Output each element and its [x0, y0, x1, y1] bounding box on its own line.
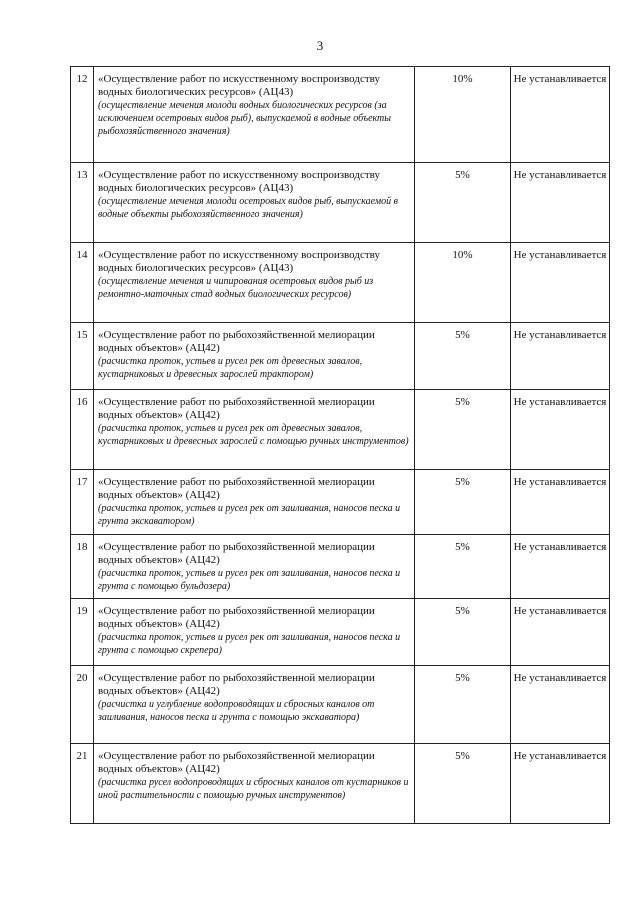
work-title: «Осуществление работ по рыбохозяйственной мелиорации водных объектов» (АЦ42) [98, 541, 375, 566]
row-percent: 5% [415, 163, 511, 243]
row-value: Не устанавливается [511, 744, 610, 824]
work-title: «Осуществление работ по искусственному воспроизводству водных биологических ресурсов» (АЦ43) [98, 169, 380, 194]
table-row [71, 666, 610, 744]
row-value: Не устанавливается [511, 390, 610, 470]
row-percent: 5% [415, 323, 511, 390]
works-table [70, 66, 610, 824]
row-value: Не устанавливается [511, 243, 610, 323]
work-detail: (расчистка проток, устьев и русел рек от заиливания, наносов песка и грунта с помощью бульдозера) [98, 568, 401, 592]
row-value: Не устанавливается [511, 599, 610, 666]
row-percent: 10% [415, 243, 511, 323]
row-number: 12 [71, 67, 94, 163]
row-number: 14 [71, 243, 94, 323]
row-description [94, 599, 415, 666]
work-title: «Осуществление работ по рыбохозяйственной мелиорации водных объектов» (АЦ42) [98, 605, 375, 630]
row-percent: 5% [415, 666, 511, 744]
work-title: «Осуществление работ по рыбохозяйственной мелиорации водных объектов» (АЦ42) [98, 476, 375, 501]
work-detail: (расчистка и углубление водопроводящих и сбросных каналов от заиливания, наносов песка и грунта с помощью экскаватора) [98, 699, 375, 723]
row-percent: 5% [415, 744, 511, 824]
work-detail: (расчистка проток, устьев и русел рек от заиливания, наносов песка и грунта с помощью скрепера) [98, 632, 401, 656]
row-value: Не устанавливается [511, 535, 610, 599]
table-row [71, 390, 610, 470]
row-number: 21 [71, 744, 94, 824]
row-description [94, 666, 415, 744]
work-detail: (осуществление мечения и чипирования осетровых видов рыб из ремонтно-маточных стад водных биологических ресурсов) [98, 276, 374, 300]
row-description [94, 470, 415, 535]
table-row [71, 243, 610, 323]
table-row [71, 163, 610, 243]
row-number: 15 [71, 323, 94, 390]
row-value: Не устанавливается [511, 163, 610, 243]
work-detail: (расчистка проток, устьев и русел рек от заиливания, наносов песка и грунта экскаватором) [98, 503, 401, 527]
row-percent: 5% [415, 599, 511, 666]
work-title: «Осуществление работ по искусственному воспроизводству водных биологических ресурсов» (АЦ43) [98, 249, 380, 274]
work-detail: (расчистка русел водопроводящих и сбросных каналов от кустарников и иной растительности с помощью ручных инструментов) [98, 777, 409, 801]
row-value: Не устанавливается [511, 67, 610, 163]
row-description [94, 323, 415, 390]
row-number: 16 [71, 390, 94, 470]
table-row [71, 744, 610, 824]
row-description [94, 744, 415, 824]
work-detail: (осуществление мечения молоди осетровых видов рыб, выпускаемой в водные объекты рыбохозяйственного значения) [98, 196, 398, 220]
row-value: Не устанавливается [511, 323, 610, 390]
work-detail: (расчистка проток, устьев и русел рек от древесных завалов, кустарниковых и древесных зарослей трактором) [98, 356, 363, 380]
page-number: 3 [316, 38, 324, 53]
table-row [71, 599, 610, 666]
work-title: «Осуществление работ по рыбохозяйственной мелиорации водных объектов» (АЦ42) [98, 396, 375, 421]
row-description [94, 67, 415, 163]
row-percent: 5% [415, 470, 511, 535]
row-value: Не устанавливается [511, 470, 610, 535]
row-number: 13 [71, 163, 94, 243]
work-title: «Осуществление работ по рыбохозяйственной мелиорации водных объектов» (АЦ42) [98, 750, 375, 775]
work-detail: (расчистка проток, устьев и русел рек от древесных завалов, кустарниковых и древесных зарослей с помощью ручных инструментов) [98, 423, 409, 447]
row-number: 20 [71, 666, 94, 744]
work-title: «Осуществление работ по рыбохозяйственной мелиорации водных объектов» (АЦ42) [98, 329, 375, 354]
work-detail: (осуществление мечения молоди водных биологических ресурсов (за исключением осетровых видов рыб), выпускаемой в водные объекты рыбохозяйственного значения) [98, 100, 392, 137]
row-percent: 5% [415, 535, 511, 599]
row-description [94, 535, 415, 599]
table-row [71, 323, 610, 390]
row-percent: 5% [415, 390, 511, 470]
row-number: 19 [71, 599, 94, 666]
work-title: «Осуществление работ по рыбохозяйственной мелиорации водных объектов» (АЦ42) [98, 672, 375, 697]
row-value: Не устанавливается [511, 666, 610, 744]
row-number: 17 [71, 470, 94, 535]
table-row [71, 470, 610, 535]
row-number: 18 [71, 535, 94, 599]
row-description [94, 243, 415, 323]
row-description [94, 163, 415, 243]
row-description [94, 390, 415, 470]
work-title: «Осуществление работ по искусственному воспроизводству водных биологических ресурсов» (АЦ43) [98, 73, 380, 98]
table-row [71, 535, 610, 599]
table-row [71, 67, 610, 163]
row-percent: 10% [415, 67, 511, 163]
